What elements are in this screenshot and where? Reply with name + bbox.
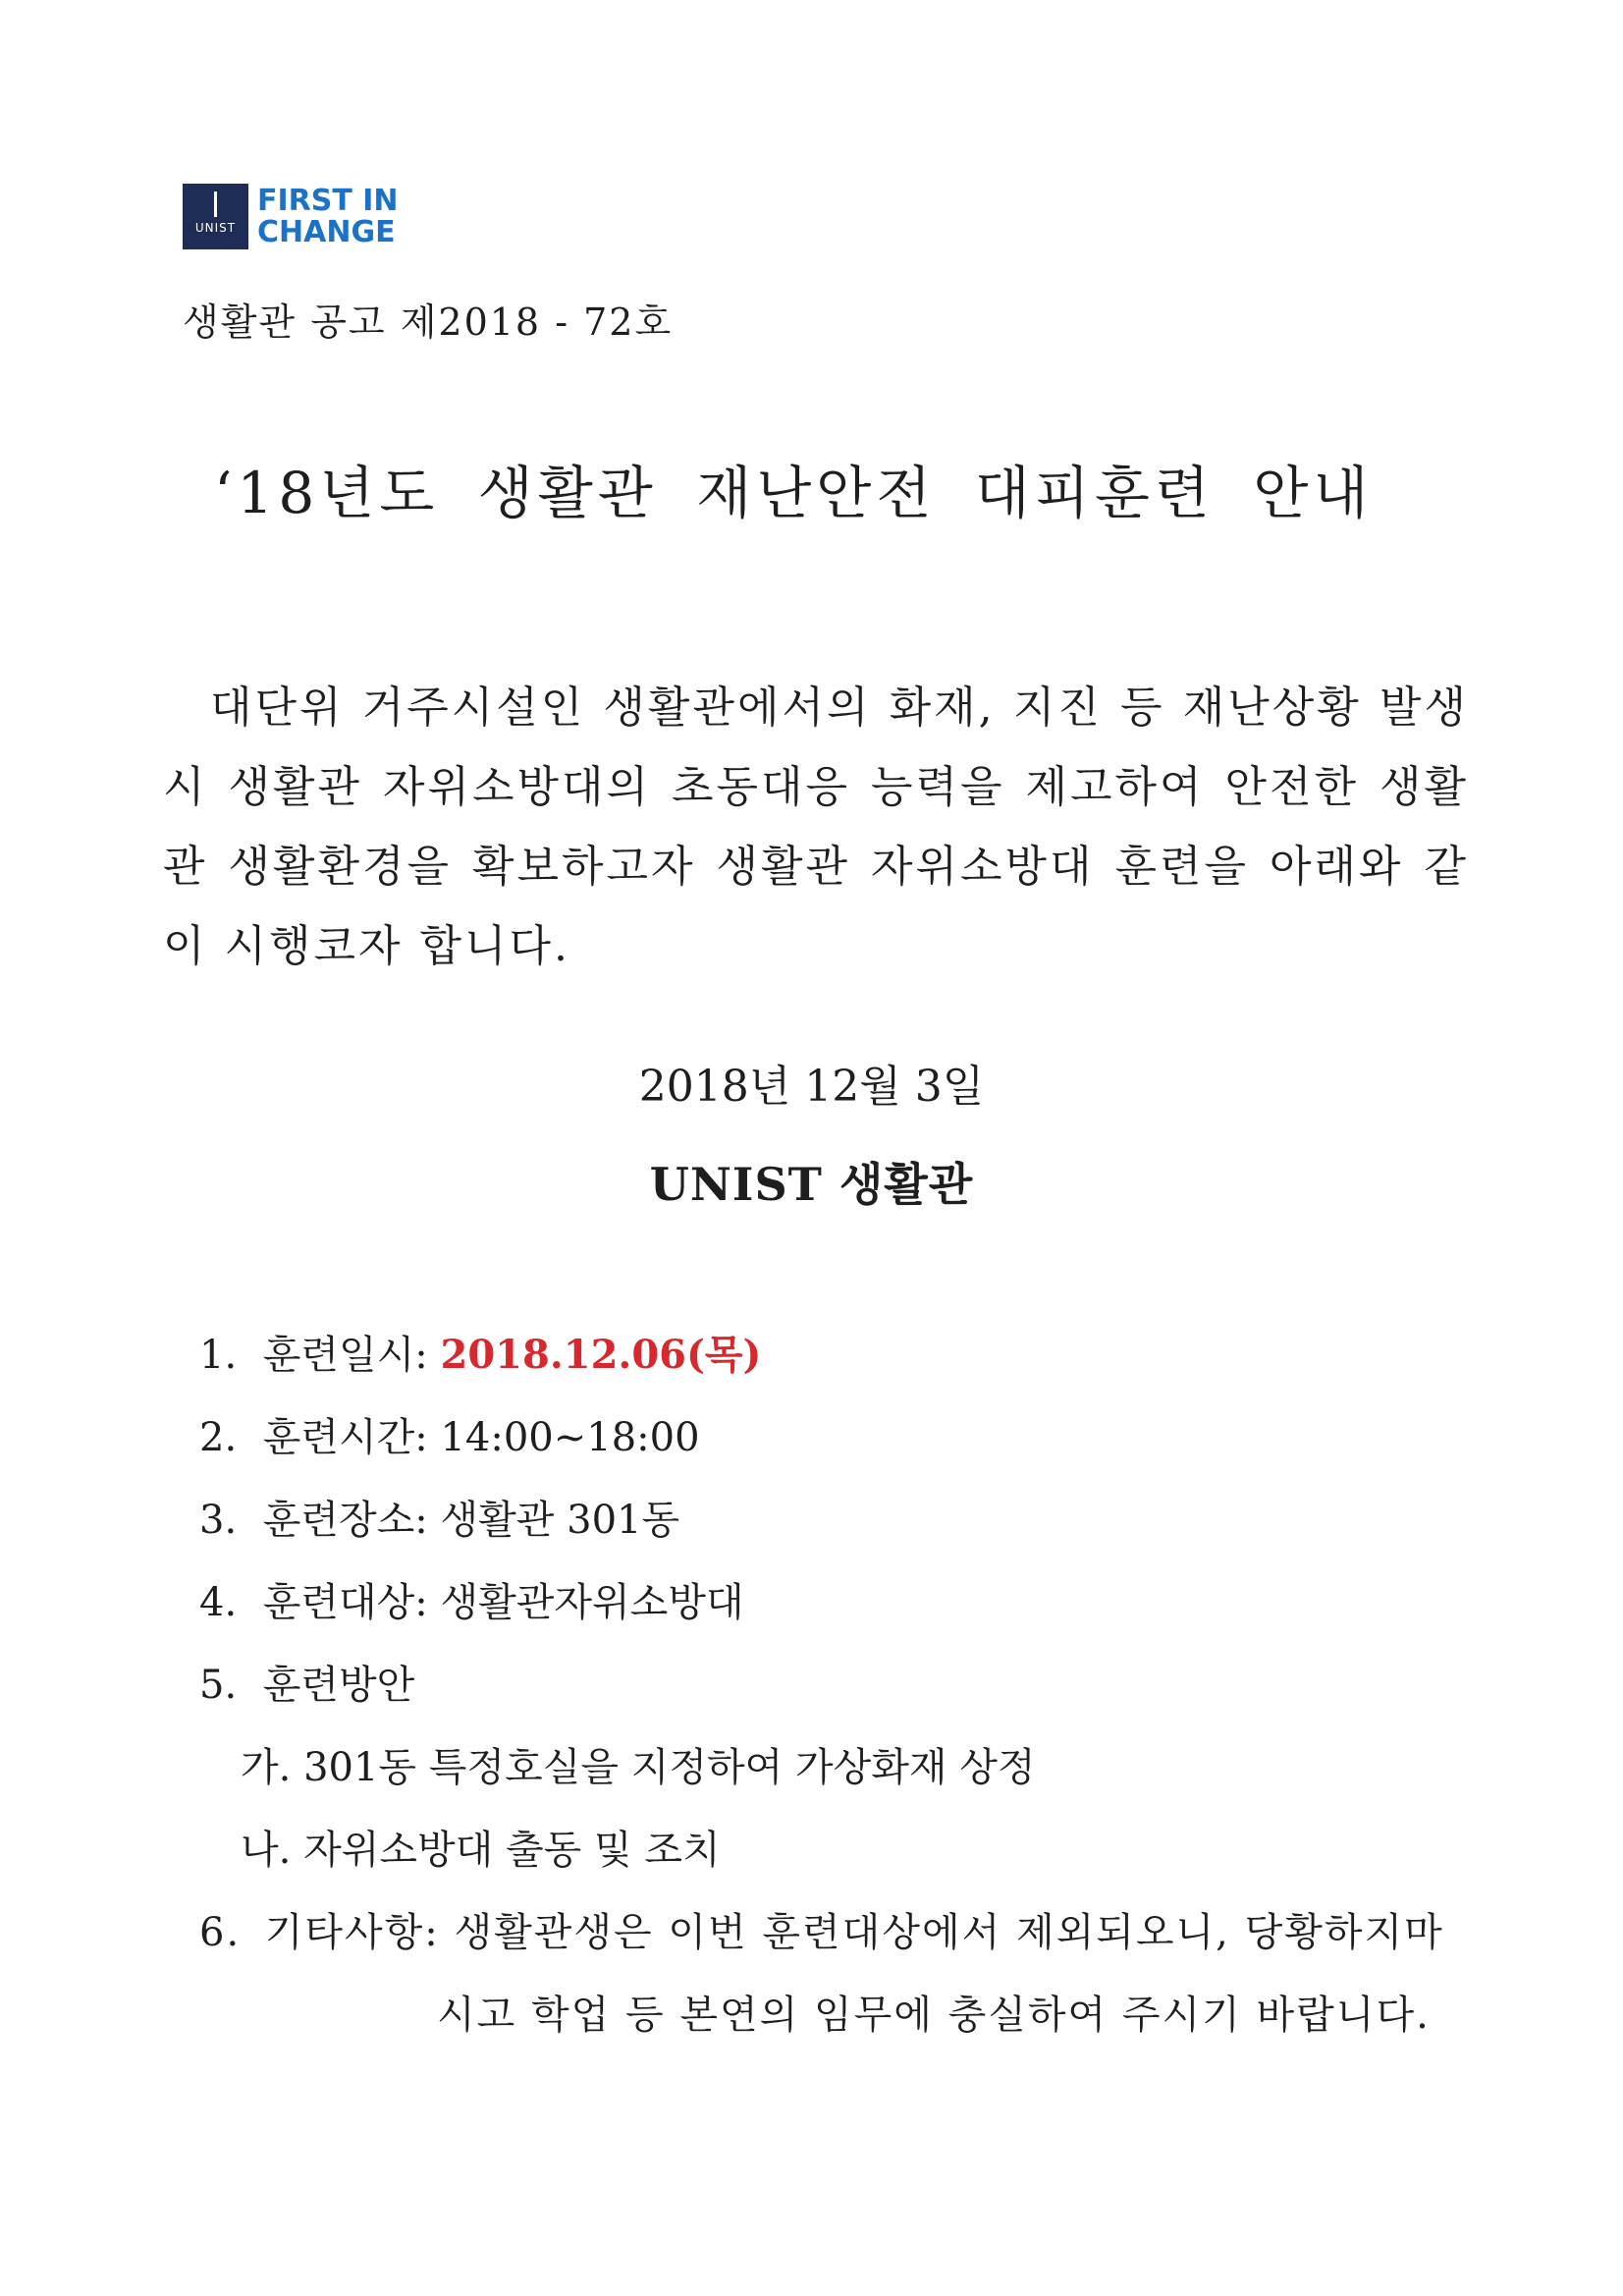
item-number: 6. xyxy=(199,1910,242,1955)
item-number: 3. xyxy=(199,1498,238,1543)
list-item-time xyxy=(199,1406,1476,1489)
details-list xyxy=(199,1324,1476,2066)
list-item-method xyxy=(199,1654,1476,1736)
misc-value: 생활관생은 이번 훈련대상에서 제외되오니, 당황하지마 xyxy=(454,1910,1444,1955)
sub-item-text: 301동 특정호실을 지정하여 가상화재 상정 xyxy=(303,1745,1036,1790)
training-place-value: 생활관 301동 xyxy=(440,1498,680,1543)
logo-slogan xyxy=(257,183,399,249)
item-label: 기타사항: xyxy=(264,1910,440,1955)
training-time-value: 14:00~18:00 xyxy=(440,1415,700,1460)
sub-item-b xyxy=(199,1819,1476,1901)
issue-date: 2018년 12월 3일 xyxy=(638,1062,985,1112)
notice-number: 생활관 공고 제2018 - 72호 xyxy=(183,301,674,344)
logo-slogan-line2: CHANGE xyxy=(257,214,396,249)
item-label: 훈련시간: xyxy=(262,1415,428,1460)
sub-item-text: 자위소방대 출동 및 조치 xyxy=(303,1828,721,1873)
body-paragraph: 대단위 거주시설인 생활관에서의 화재, 지진 등 재난상황 발생 시 생활관 자위소방대의 초동대응 능력을 제고하여 안전한 생활관 생활환경을 확보하고자 생활관 자위소방대 훈련을 아래와 같이 시행코자 합니다. xyxy=(163,683,1469,971)
item-number: 2. xyxy=(199,1415,238,1460)
unist-logo-mark xyxy=(183,184,248,249)
item-number: 1. xyxy=(199,1333,238,1378)
list-item-datetime xyxy=(199,1324,1476,1406)
item-label: 훈련장소: xyxy=(262,1498,428,1543)
item-label: 훈련일시: xyxy=(262,1333,428,1378)
logo-slogan-line1: FIRST IN xyxy=(257,183,399,218)
item-label: 훈련방안 xyxy=(262,1663,415,1708)
issuing-organization: UNIST 생활관 xyxy=(649,1158,974,1211)
sub-item-number: 가. xyxy=(241,1745,292,1790)
document-title: ‘18년도 생활관 재난안전 대피훈련 안내 xyxy=(214,460,1374,526)
list-item-place xyxy=(199,1489,1476,1571)
list-item-misc-continuation: 시고 학업 등 본연의 임무에 충실하여 주시기 바랍니다. xyxy=(437,1993,1431,2038)
training-date-value: 2018.12.06(목) xyxy=(440,1332,762,1378)
unist-logo xyxy=(183,184,399,249)
item-number: 4. xyxy=(199,1580,238,1625)
sub-item-a xyxy=(199,1736,1476,1819)
sub-item-number: 나. xyxy=(241,1828,292,1873)
list-item-misc xyxy=(199,1901,1476,1984)
training-target-value: 생활관자위소방대 xyxy=(440,1580,744,1625)
logo-mark-text: UNIST xyxy=(194,221,237,235)
list-item-target xyxy=(199,1571,1476,1654)
item-number: 5. xyxy=(199,1663,238,1708)
item-label: 훈련대상: xyxy=(262,1580,428,1625)
